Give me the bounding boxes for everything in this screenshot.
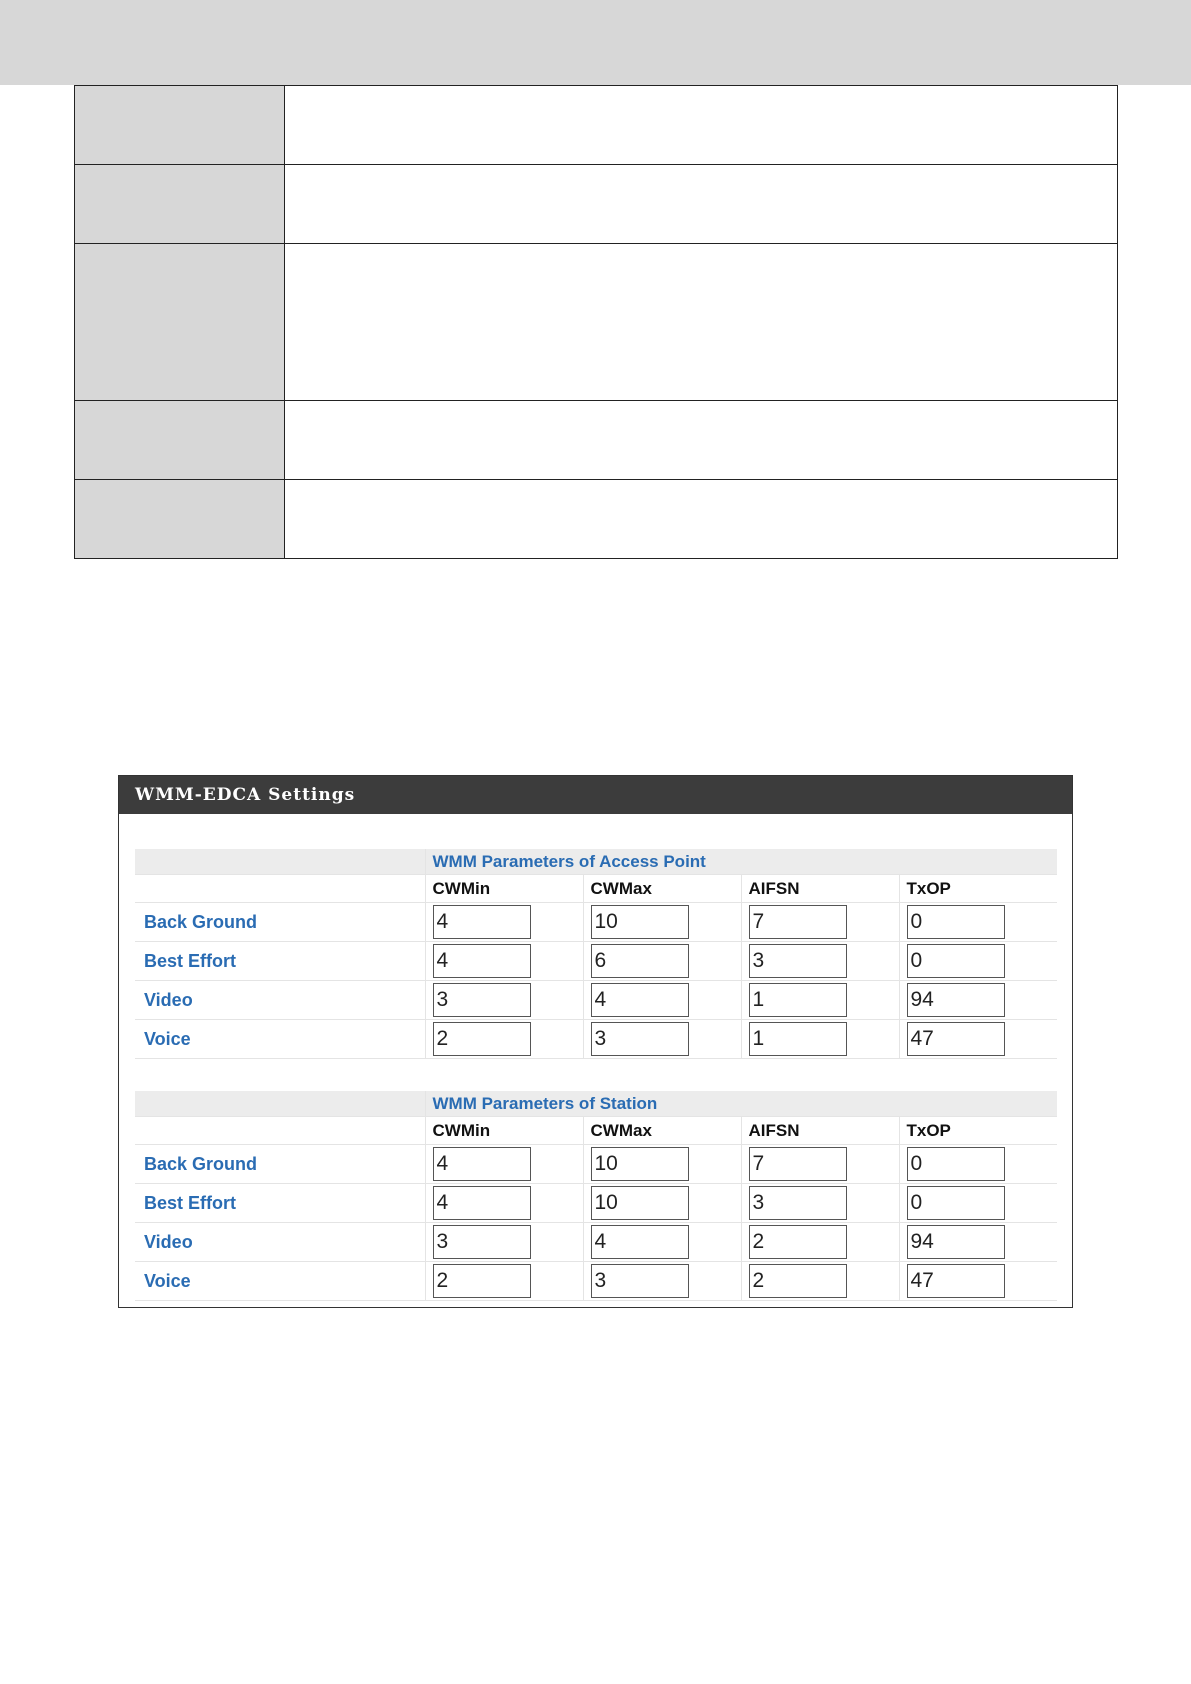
section-title: WMM Parameters of Station: [425, 1091, 1057, 1117]
definition-row: [75, 401, 1118, 480]
column-header-txop: TxOP: [899, 875, 1057, 903]
wmm-edca-panel: [118, 775, 1073, 1308]
definition-term: [75, 480, 285, 559]
row-label: Voice: [135, 1262, 425, 1301]
definition-term: [75, 86, 285, 165]
definition-term: [75, 244, 285, 401]
sta-video-cwmax-input[interactable]: [591, 1225, 689, 1259]
column-header-txop: TxOP: [899, 1117, 1057, 1145]
sta-besteffort-cwmax-input[interactable]: [591, 1186, 689, 1220]
definition-term: [75, 165, 285, 244]
sta-voice-cwmax-input[interactable]: [591, 1264, 689, 1298]
sta-background-cwmax-input[interactable]: [591, 1147, 689, 1181]
ap-voice-cwmax-input[interactable]: [591, 1022, 689, 1056]
column-header-aifsn: AIFSN: [741, 1117, 899, 1145]
definition-term: [75, 401, 285, 480]
sta-background-aifsn-input[interactable]: [749, 1147, 847, 1181]
ap-video-txop-input[interactable]: [907, 983, 1005, 1017]
column-header-cwmin: CWMin: [425, 875, 583, 903]
section-title: WMM Parameters of Access Point: [425, 849, 1057, 875]
row-label: Video: [135, 981, 425, 1020]
definition-description: [285, 244, 1118, 401]
table-row: [135, 981, 1057, 1020]
ap-background-aifsn-input[interactable]: [749, 905, 847, 939]
station-parameters-table: [135, 1091, 1057, 1301]
ap-besteffort-aifsn-input[interactable]: [749, 944, 847, 978]
sta-besteffort-cwmin-input[interactable]: [433, 1186, 531, 1220]
row-label: Best Effort: [135, 942, 425, 981]
table-row: [135, 1184, 1057, 1223]
sta-video-cwmin-input[interactable]: [433, 1225, 531, 1259]
sta-voice-aifsn-input[interactable]: [749, 1264, 847, 1298]
table-row: [135, 1262, 1057, 1301]
ap-voice-txop-input[interactable]: [907, 1022, 1005, 1056]
row-label: Best Effort: [135, 1184, 425, 1223]
table-row: [135, 942, 1057, 981]
ap-video-cwmax-input[interactable]: [591, 983, 689, 1017]
definition-description: [285, 165, 1118, 244]
ap-background-cwmin-input[interactable]: [433, 905, 531, 939]
table-row: [135, 903, 1057, 942]
ap-video-cwmin-input[interactable]: [433, 983, 531, 1017]
row-label: Back Ground: [135, 1145, 425, 1184]
ap-background-cwmax-input[interactable]: [591, 905, 689, 939]
section-header: [135, 1091, 1057, 1117]
column-header-cwmin: CWMin: [425, 1117, 583, 1145]
definition-description: [285, 86, 1118, 165]
section-header: [135, 849, 1057, 875]
ap-video-aifsn-input[interactable]: [749, 983, 847, 1017]
sta-background-cwmin-input[interactable]: [433, 1147, 531, 1181]
column-header-row: [135, 1117, 1057, 1145]
definition-description: [285, 480, 1118, 559]
table-row: [135, 1020, 1057, 1059]
table-row: [135, 1145, 1057, 1184]
sta-besteffort-aifsn-input[interactable]: [749, 1186, 847, 1220]
sta-voice-txop-input[interactable]: [907, 1264, 1005, 1298]
definition-row: [75, 244, 1118, 401]
row-label: Back Ground: [135, 903, 425, 942]
sta-voice-cwmin-input[interactable]: [433, 1264, 531, 1298]
definition-table: [74, 85, 1118, 559]
definition-row: [75, 86, 1118, 165]
ap-besteffort-txop-input[interactable]: [907, 944, 1005, 978]
sta-video-aifsn-input[interactable]: [749, 1225, 847, 1259]
column-header-cwmax: CWMax: [583, 875, 741, 903]
sta-background-txop-input[interactable]: [907, 1147, 1005, 1181]
column-header-aifsn: AIFSN: [741, 875, 899, 903]
panel-title: WMM-EDCA Settings: [119, 776, 1072, 814]
row-label: Video: [135, 1223, 425, 1262]
definition-description: [285, 401, 1118, 480]
definition-row: [75, 165, 1118, 244]
sta-video-txop-input[interactable]: [907, 1225, 1005, 1259]
ap-besteffort-cwmax-input[interactable]: [591, 944, 689, 978]
column-header-row: [135, 875, 1057, 903]
sta-besteffort-txop-input[interactable]: [907, 1186, 1005, 1220]
ap-background-txop-input[interactable]: [907, 905, 1005, 939]
ap-parameters-table: [135, 849, 1057, 1059]
ap-voice-aifsn-input[interactable]: [749, 1022, 847, 1056]
definition-row: [75, 480, 1118, 559]
ap-besteffort-cwmin-input[interactable]: [433, 944, 531, 978]
column-header-cwmax: CWMax: [583, 1117, 741, 1145]
row-label: Voice: [135, 1020, 425, 1059]
ap-voice-cwmin-input[interactable]: [433, 1022, 531, 1056]
table-row: [135, 1223, 1057, 1262]
page-header-band: [0, 0, 1191, 85]
